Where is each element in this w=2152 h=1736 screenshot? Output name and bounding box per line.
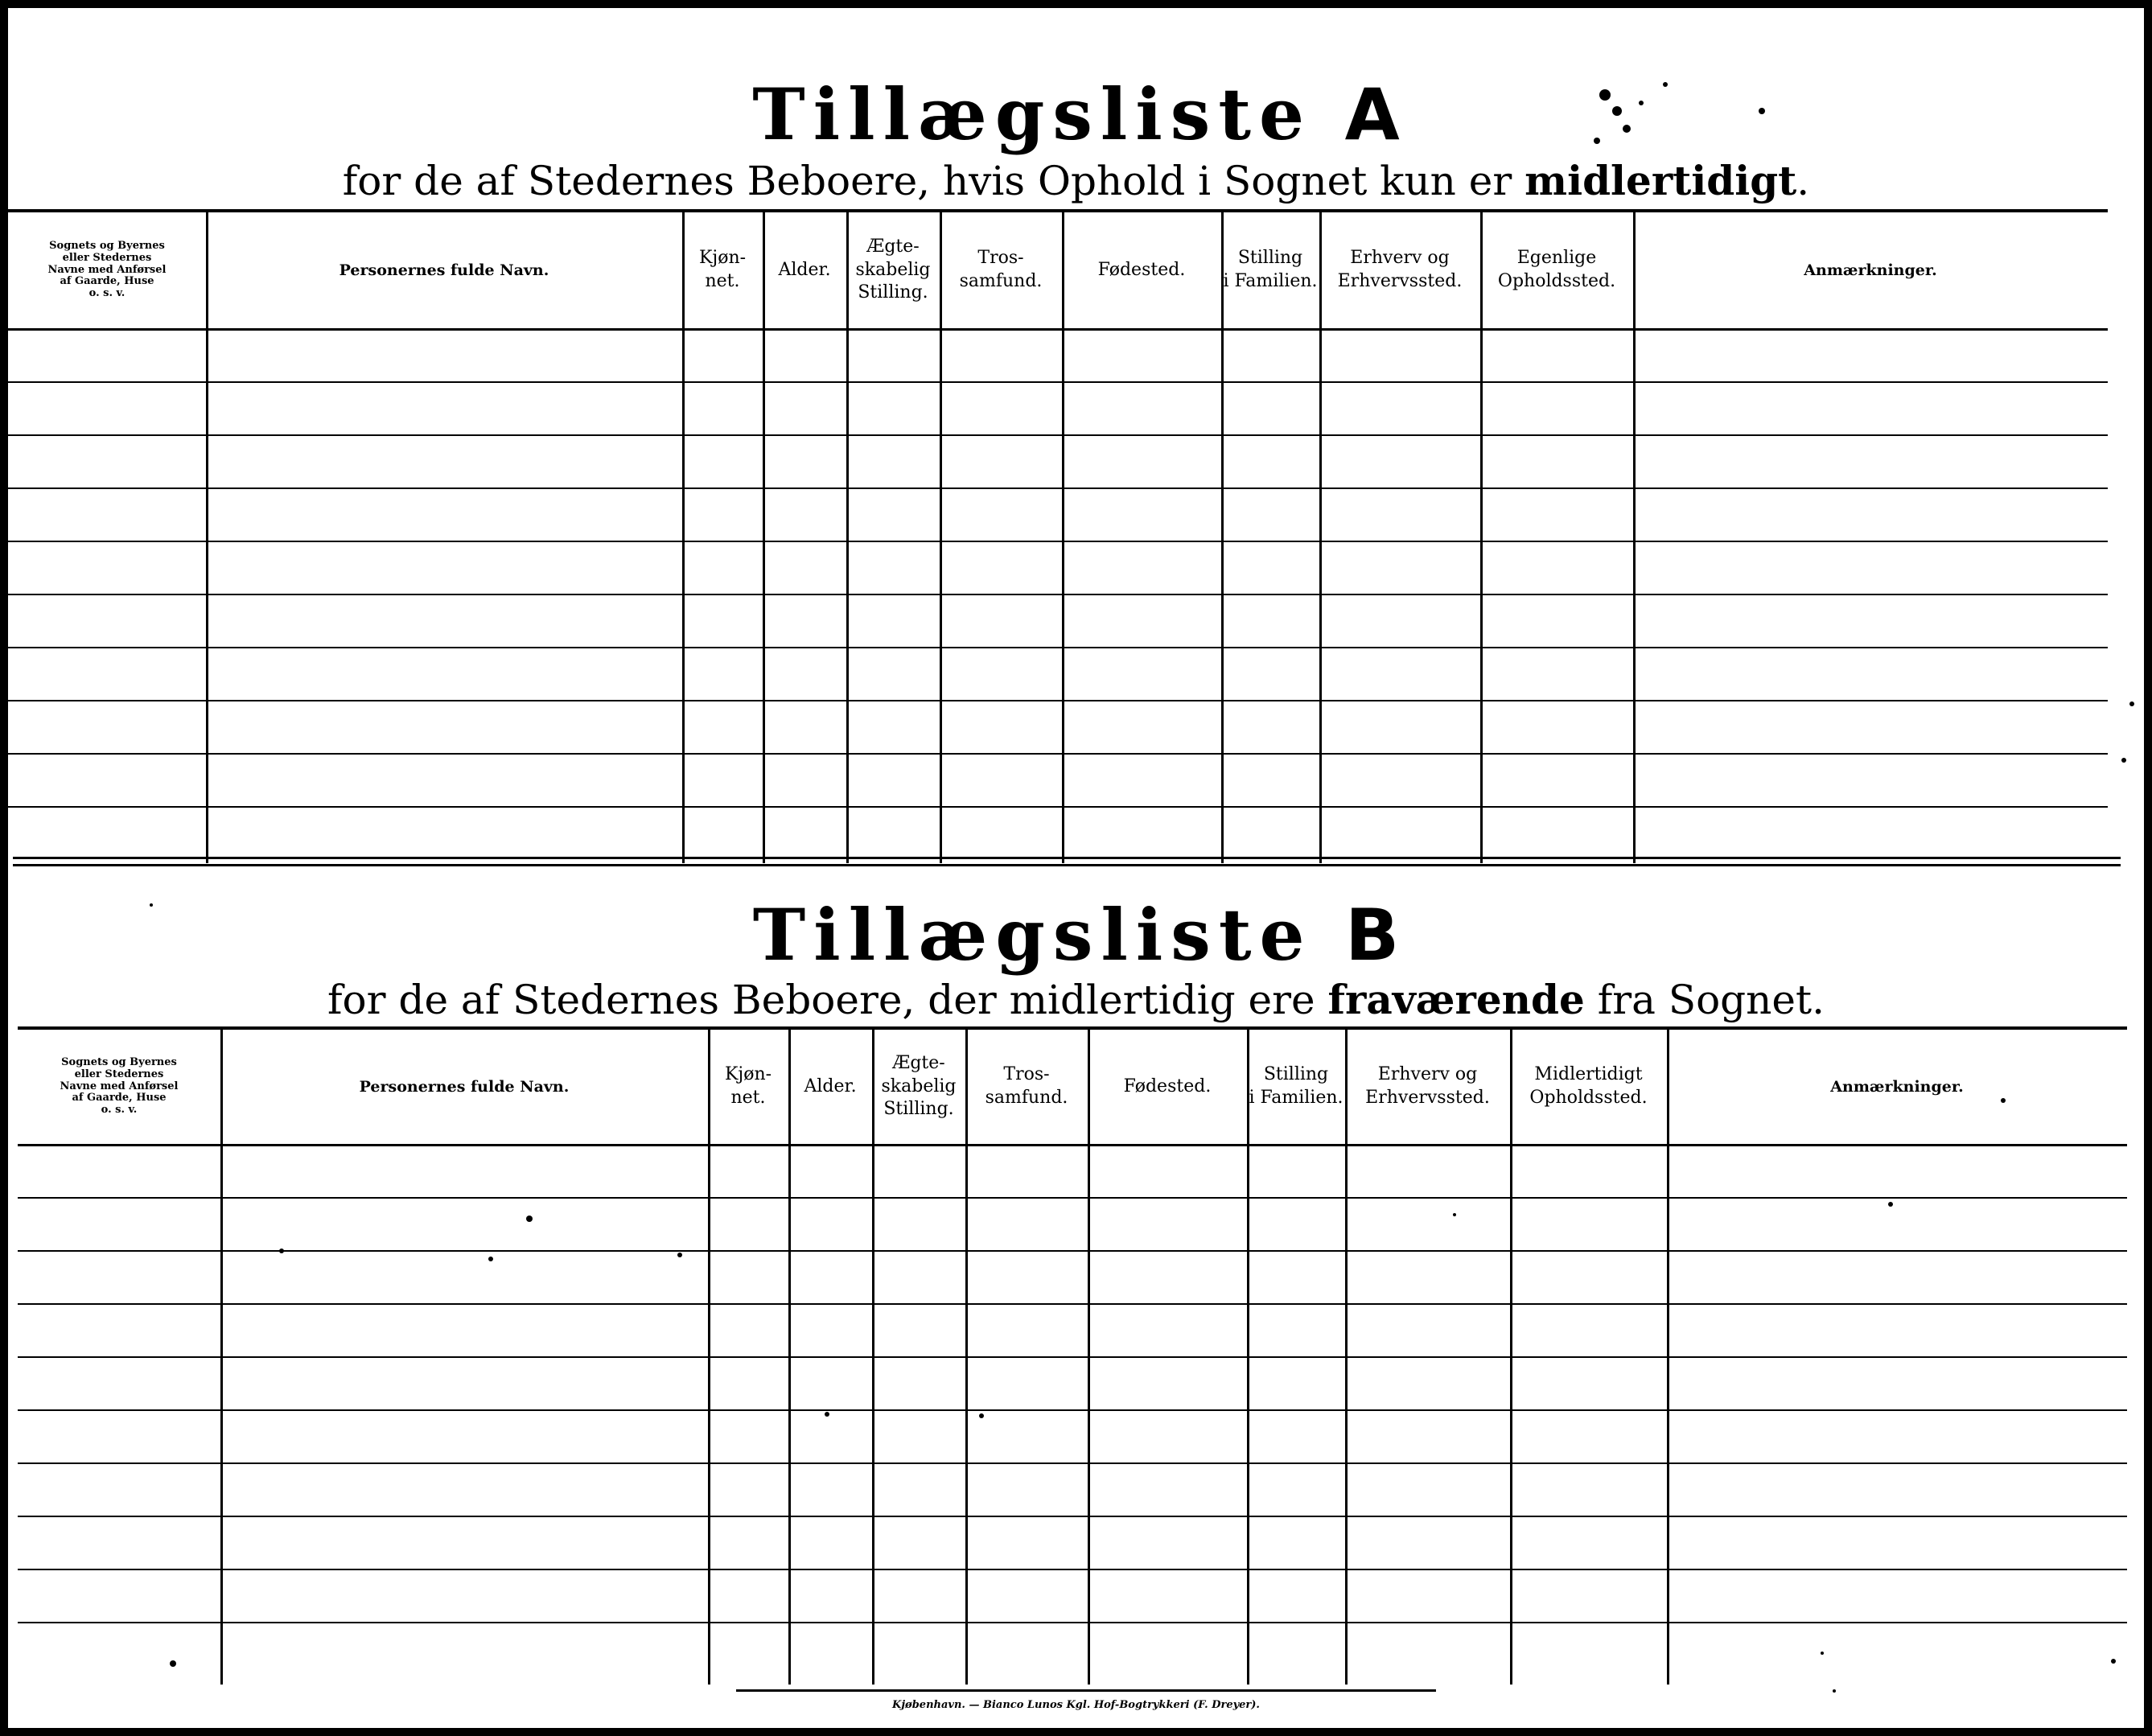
column-header: Kjøn- net. bbox=[724, 1064, 772, 1108]
column-header: Sognets og Byernes eller Stedernes Navne med Anførsel af Gaarde, Huse o. s. v. bbox=[60, 1055, 179, 1117]
list-b-letter: B bbox=[1345, 894, 1400, 977]
list-a-subtitle-end: . bbox=[1796, 158, 1810, 204]
column-header: Tros- samfund. bbox=[985, 1064, 1068, 1108]
print-specks bbox=[8, 8, 2144, 1728]
list-b-subtitle-emphasis: fraværende bbox=[1327, 976, 1585, 1023]
column-header: Alder. bbox=[804, 1076, 857, 1096]
list-b-subtitle-end: fra Sognet. bbox=[1584, 977, 1825, 1023]
column-header: Egenlige Opholdssted. bbox=[1497, 248, 1616, 291]
column-header: Personernes fulde Navn. bbox=[359, 1077, 570, 1096]
column-header: Kjøn- net. bbox=[698, 248, 747, 291]
column-header: Ægte- skabelig Stilling. bbox=[881, 1053, 957, 1120]
column-header: Erhverv og Erhvervssted. bbox=[1365, 1064, 1490, 1108]
column-header: Erhverv og Erhvervssted. bbox=[1337, 248, 1463, 291]
column-header: Midlertidigt Opholdssted. bbox=[1529, 1064, 1648, 1108]
column-header: Fødested. bbox=[1097, 259, 1186, 280]
list-b-title-word: Tillægsliste bbox=[752, 893, 1313, 977]
column-header: Stilling i Familien. bbox=[1223, 248, 1318, 291]
column-header: Stilling i Familien. bbox=[1249, 1064, 1343, 1108]
column-header: Ægte- skabelig Stilling. bbox=[855, 237, 931, 303]
column-header: Sognets og Byernes eller Stedernes Navne med Anførsel af Gaarde, Huse o. s. v. bbox=[47, 239, 167, 300]
column-header: Personernes fulde Navn. bbox=[339, 261, 549, 279]
list-a-subtitle-emphasis: midlertidigt bbox=[1525, 157, 1797, 204]
list-a-subtitle-text: for de af Stedernes Beboere, hvis Ophold i Sognet kun er bbox=[342, 158, 1525, 204]
census-form-sheet bbox=[8, 8, 2144, 1728]
list-b-subtitle-text: for de af Stedernes Beboere, der midlertidig ere bbox=[327, 977, 1328, 1023]
column-header: Fødested. bbox=[1123, 1076, 1212, 1096]
list-a-letter: A bbox=[1344, 73, 1400, 156]
column-header: Alder. bbox=[778, 259, 831, 280]
list-a-title-word: Tillægsliste bbox=[752, 72, 1312, 156]
printer-imprint: Kjøbenhavn. — Bianco Lunos Kgl. Hof-Bogtrykkeri (F. Dreyer). bbox=[892, 1699, 1260, 1711]
column-header: Anmærkninger. bbox=[1804, 261, 1937, 279]
column-header: Tros- samfund. bbox=[959, 248, 1043, 291]
column-header: Anmærkninger. bbox=[1830, 1077, 1964, 1096]
